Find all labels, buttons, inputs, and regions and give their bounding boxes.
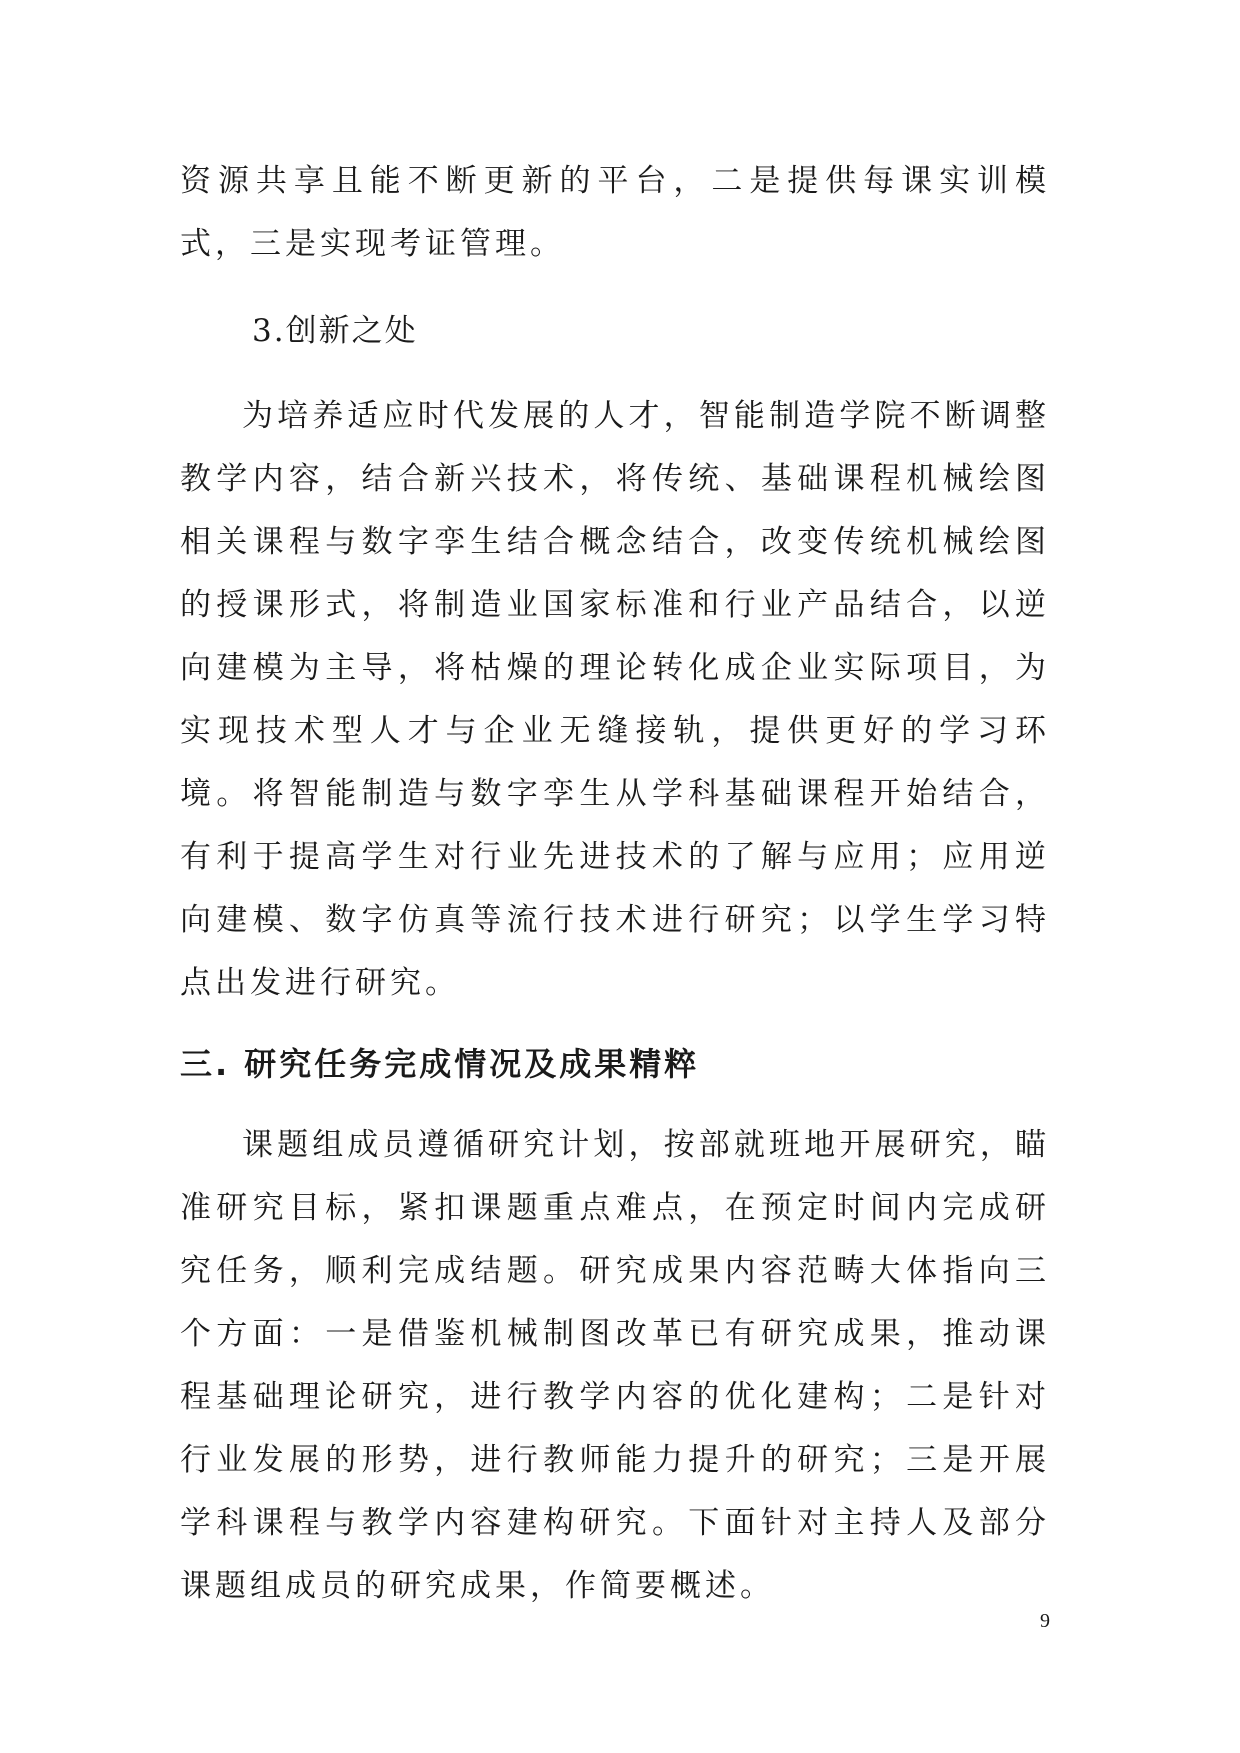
paragraph-results: 课题组成员遵循研究计划，按部就班地开展研究，瞄准研究目标，紧扣课题重点难点，在预定时间内完成研究任务，顺利完成结题。研究成果内容范畴大体指向三个方面：一是借鉴机械制图改革已有研究成果，推动课程基础理论研究，进行教学内容的优化建构；二是针对行业发展的形势，进行教师能力提升的研究；三是开展学科课程与教学内容建构研究。下面针对主持人及部分课题组成员的研究成果，作简要概述。 [180, 1127, 1050, 1604]
subheading-innovation: 3.创新之处 [252, 313, 418, 349]
page-number: 9 [1040, 1610, 1050, 1632]
page-content [180, 150, 1050, 1618]
paragraph-innovation: 为培养适应时代发展的人才，智能制造学院不断调整教学内容，结合新兴技术，将传统、基础课程机械绘图相关课程与数字孪生结合概念结合，改变传统机械绘图的授课形式，将制造业国家标准和行业产品结合，以逆向建模为主导，将枯燥的理论转化成企业实际项目，为实现技术型人才与企业无缝接轨，提供更好的学习环境。将智能制造与数字孪生从学科基础课程开始结合，有利于提高学生对行业先进技术的了解与应用；应用逆向建模、数字仿真等流行技术进行研究；以学生学习特点出发进行研究。 [180, 398, 1050, 1001]
section-heading: 三. 研究任务完成情况及成果精粹 [180, 1045, 700, 1083]
paragraph-continuation: 资源共享且能不断更新的平台，二是提供每课实训模式，三是实现考证管理。 [180, 163, 1050, 262]
